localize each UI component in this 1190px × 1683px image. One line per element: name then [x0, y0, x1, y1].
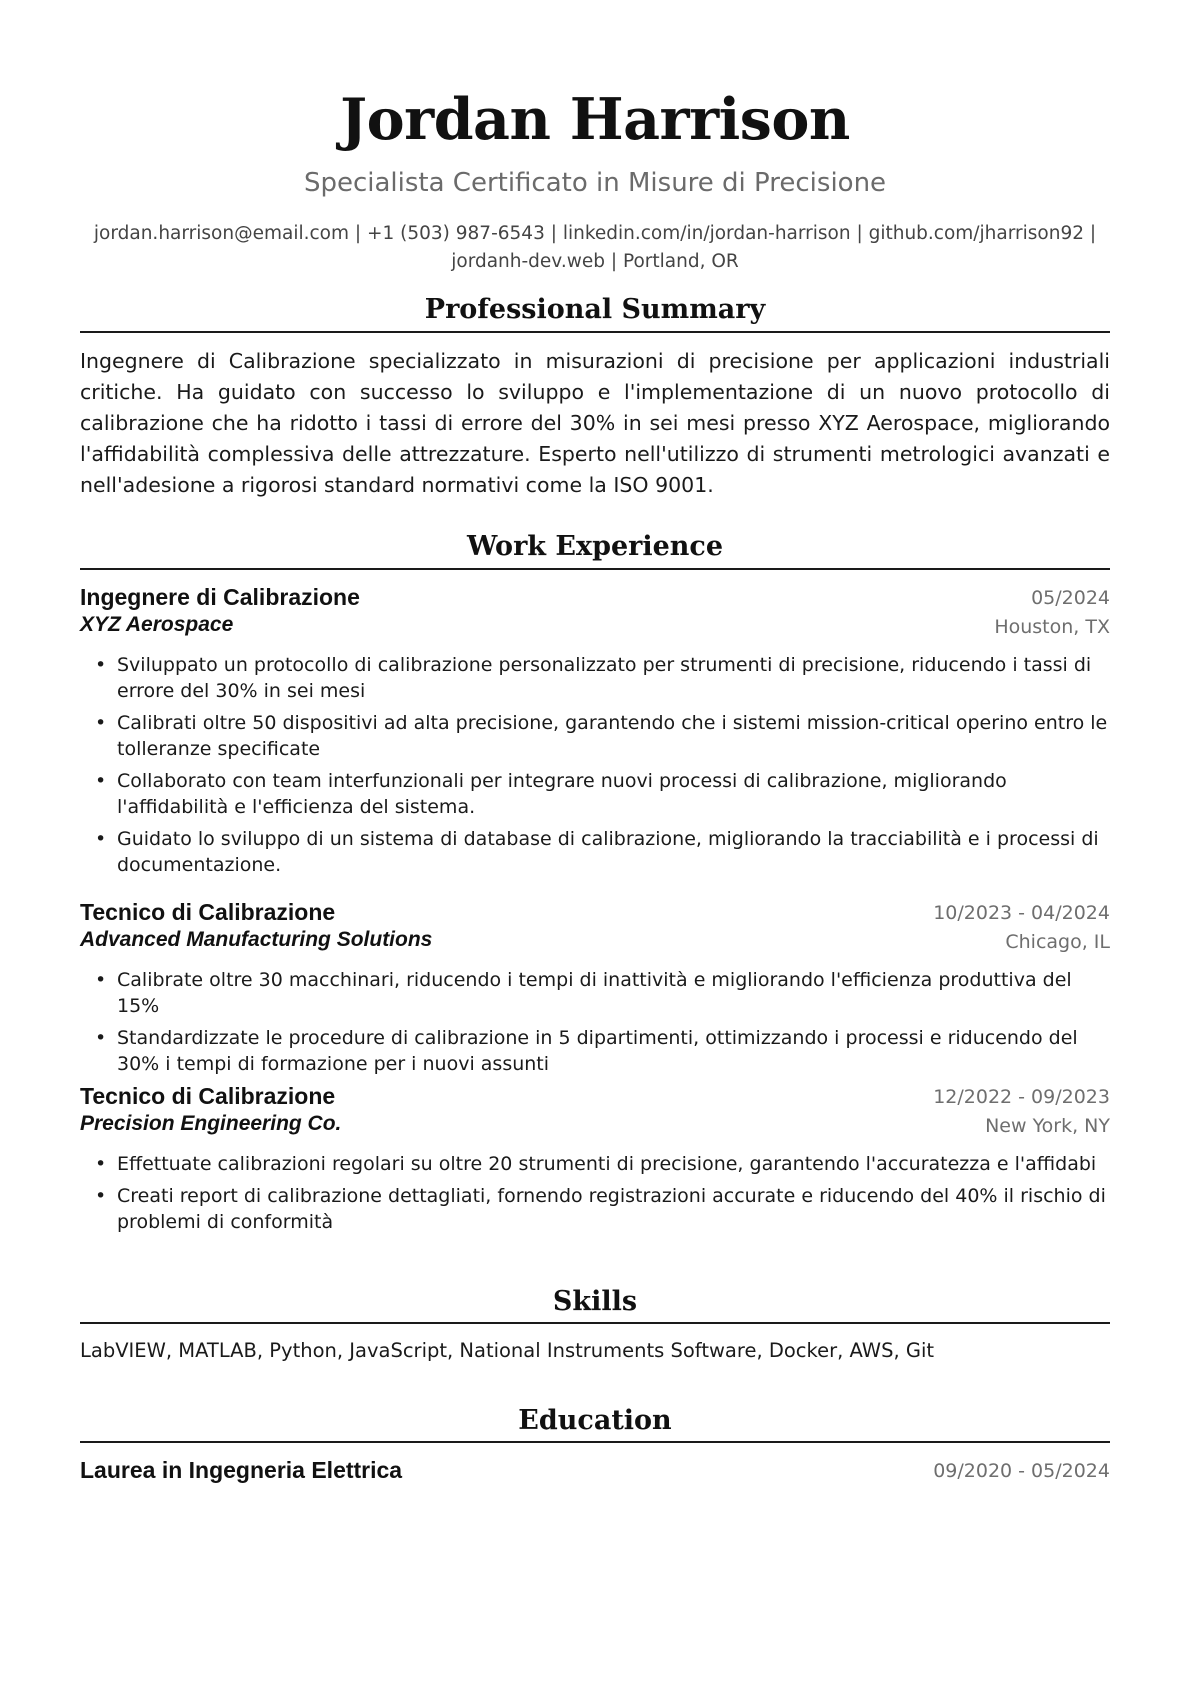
job-date: 12/2022 - 09/2023 [933, 1086, 1110, 1108]
contact-line-1: jordan.harrison@email.com | +1 (503) 987-6543 | linkedin.com/in/jordan-harrison | github.com/jharrison92 | [93, 223, 1097, 244]
education-divider [80, 1441, 1110, 1443]
job-date: 10/2023 - 04/2024 [933, 902, 1110, 924]
contact-line-2: jordanh-dev.web | Portland, OR [451, 251, 739, 272]
bullet-icon: • [95, 1153, 107, 1175]
bullet-icon: • [95, 770, 107, 792]
job-company: Advanced Manufacturing Solutions [80, 928, 433, 951]
bullet-text: Guidato lo sviluppo di un sistema di database di calibrazione, migliorando la tracciabilità e i processi di documentazione. [117, 828, 1099, 876]
education-heading: Education [518, 1405, 672, 1436]
experience-divider [80, 568, 1110, 570]
job-company: Precision Engineering Co. [80, 1112, 342, 1135]
bullet-text: Standardizzate le procedure di calibrazione in 5 dipartimenti, ottimizzando i processi e riducendo del 30% i tempi di formazione per i nuovi assunti [117, 1027, 1078, 1075]
job-title: Ingegnere di Calibrazione [80, 584, 360, 610]
bullet-icon: • [95, 1185, 107, 1207]
candidate-name: Jordan Harrison [340, 86, 850, 153]
bullet-icon: • [95, 654, 107, 676]
job-title: Tecnico di Calibrazione [80, 1083, 336, 1109]
bullet-item [80, 1183, 1110, 1235]
bullet-text: Collaborato con team interfunzionali per integrare nuovi processi di calibrazione, migliorando l'affidabilità e l'efficienza del sistema. [117, 770, 1007, 818]
bullet-text: Creati report di calibrazione dettagliati, fornendo registrazioni accurate e riducendo del 40% il rischio di problemi di conformità [117, 1185, 1106, 1233]
skills-heading: Skills [552, 1286, 638, 1317]
job-location: Chicago, IL [1005, 931, 1110, 953]
bullet-text: Calibrati oltre 50 dispositivi ad alta precisione, garantendo che i sistemi mission-critical operino entro le tolleranze specificate [117, 712, 1108, 760]
candidate-subtitle: Specialista Certificato in Misure di Precisione [303, 168, 887, 198]
job-bullets [80, 967, 1110, 1083]
bullet-item [80, 1151, 1110, 1177]
job-location: Houston, TX [994, 616, 1110, 638]
job-bullets [80, 652, 1110, 884]
job-location: New York, NY [985, 1115, 1110, 1137]
bullet-item [80, 768, 1110, 820]
bullet-item [80, 652, 1110, 704]
job-company: XYZ Aerospace [80, 613, 234, 636]
contact-info [80, 220, 1110, 276]
summary-heading: Professional Summary [424, 294, 766, 325]
bullet-item [80, 826, 1110, 878]
bullet-item [80, 967, 1110, 1019]
job-title: Tecnico di Calibrazione [80, 899, 336, 925]
job-date: 05/2024 [1031, 587, 1110, 609]
bullet-item [80, 710, 1110, 762]
bullet-icon: • [95, 969, 107, 991]
summary-text: Ingegnere di Calibrazione specializzato in misurazioni di precisione per applicazioni industriali critiche. Ha guidato con successo lo sviluppo e l'implementazione di un nuovo protocollo di calibrazione che ha ridotto i tassi di errore del 30% in sei mesi presso XYZ Aerospace, migliorando l'affidabilità complessiva delle attrezzature. Esperto nell'utilizzo di strumenti metrologici avanzati e nell'adesione a rigorosi standard normativi come la ISO 9001. [80, 349, 1110, 497]
bullet-icon: • [95, 712, 107, 734]
summary-divider [80, 331, 1110, 333]
experience-heading: Work Experience [466, 531, 724, 562]
bullet-text: Calibrate oltre 30 macchinari, riducendo i tempi di inattività e migliorando l'efficienza produttiva del 15% [117, 969, 1072, 1017]
bullet-item [80, 1025, 1110, 1077]
skills-divider [80, 1322, 1110, 1324]
education-date: 09/2020 - 05/2024 [933, 1460, 1110, 1482]
bullet-icon: • [95, 828, 107, 850]
job-bullets [80, 1151, 1110, 1241]
skills-list: LabVIEW, MATLAB, Python, JavaScript, National Instruments Software, Docker, AWS, Git [80, 1339, 935, 1362]
bullet-text: Sviluppato un protocollo di calibrazione personalizzato per strumenti di precisione, riducendo i tassi di errore del 30% in sei mesi [117, 654, 1092, 702]
bullet-text: Effettuate calibrazioni regolari su oltre 20 strumenti di precisione, garantendo l'accuratezza e l'affidabi [117, 1153, 1097, 1175]
education-degree: Laurea in Ingegneria Elettrica [80, 1457, 403, 1483]
bullet-icon: • [95, 1027, 107, 1049]
